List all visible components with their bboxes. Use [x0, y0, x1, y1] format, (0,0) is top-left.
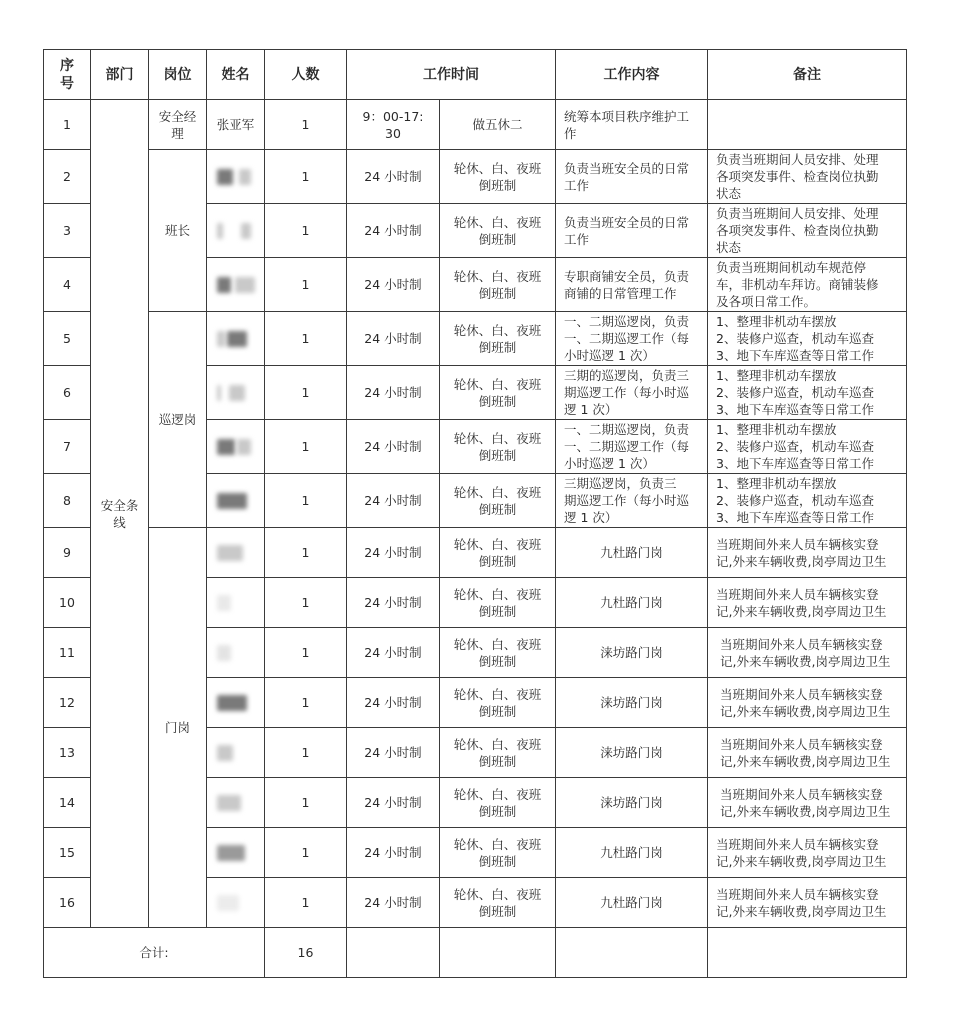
count-cell: 1 — [265, 150, 347, 204]
header-row — [44, 50, 907, 100]
hours-cell: 24 小时制 — [347, 578, 440, 628]
name-cell-redacted — [207, 366, 265, 420]
content-cell: 九杜路门岗 — [556, 828, 708, 878]
post-cell-leader: 班长 — [149, 150, 207, 312]
post-cell-manager: 安全经 理 — [149, 100, 207, 150]
count-cell: 1 — [265, 312, 347, 366]
remark-cell: 1、整理非机动车摆放 2、装修户巡查，机动车巡查 3、地下车库巡查等日常工作 — [708, 312, 907, 366]
header-remark: 备注 — [708, 50, 907, 100]
remark-cell: 1、整理非机动车摆放 2、装修户巡查，机动车巡查 3、地下车库巡查等日常工作 — [708, 366, 907, 420]
seq-cell: 12 — [44, 678, 91, 728]
count-cell: 1 — [265, 628, 347, 678]
hours-cell: 24 小时制 — [347, 778, 440, 828]
count-cell: 1 — [265, 366, 347, 420]
name-cell-redacted — [207, 258, 265, 312]
redaction-blur — [217, 645, 231, 661]
empty-cell — [556, 928, 708, 978]
seq-cell: 2 — [44, 150, 91, 204]
shift-cell: 轮休、白、夜班 倒班制 — [440, 204, 556, 258]
header-post: 岗位 — [149, 50, 207, 100]
content-cell: 一、二期巡逻岗，负责 一、二期巡逻工作（每 小时巡逻 1 次） — [556, 420, 708, 474]
hours-cell: 9：00-17: 30 — [347, 100, 440, 150]
shift-cell: 轮休、白、夜班 倒班制 — [440, 366, 556, 420]
shift-cell: 轮休、白、夜班 倒班制 — [440, 312, 556, 366]
content-cell: 统筹本项目秩序维护工 作 — [556, 100, 708, 150]
header-content: 工作内容 — [556, 50, 708, 100]
redaction-blur — [217, 545, 243, 561]
name-cell-redacted — [207, 578, 265, 628]
table-row — [44, 100, 907, 150]
shift-cell: 轮休、白、夜班 倒班制 — [440, 150, 556, 204]
content-cell: 三期的巡逻岗，负责三 期巡逻工作（每小时巡 逻 1 次） — [556, 366, 708, 420]
redaction-blur — [241, 223, 251, 239]
header-name: 姓名 — [207, 50, 265, 100]
hours-cell: 24 小时制 — [347, 204, 440, 258]
remark-cell: 当班期间外来人员车辆核实登 记,外来车辆收费,岗亭周边卫生 — [708, 528, 907, 578]
seq-cell: 7 — [44, 420, 91, 474]
total-row — [44, 928, 907, 978]
dept-cell: 安全条 线 — [91, 100, 149, 928]
content-cell: 涞坊路门岗 — [556, 628, 708, 678]
count-cell: 1 — [265, 728, 347, 778]
hours-cell: 24 小时制 — [347, 420, 440, 474]
remark-cell: 负责当班期间机动车规范停 车，非机动车拜访。商铺装修 及各项日常工作。 — [708, 258, 907, 312]
redaction-blur — [229, 385, 245, 401]
seq-cell: 5 — [44, 312, 91, 366]
content-cell: 涞坊路门岗 — [556, 678, 708, 728]
redaction-blur — [217, 439, 235, 455]
content-cell: 涞坊路门岗 — [556, 728, 708, 778]
content-cell: 专职商铺安全员，负责 商铺的日常管理工作 — [556, 258, 708, 312]
name-cell-redacted — [207, 778, 265, 828]
name-cell-redacted — [207, 528, 265, 578]
redaction-blur — [217, 745, 233, 761]
shift-cell: 轮休、白、夜班 倒班制 — [440, 878, 556, 928]
remark-cell: 当班期间外来人员车辆核实登 记,外来车辆收费,岗亭周边卫生 — [708, 678, 907, 728]
shift-cell: 做五休二 — [440, 100, 556, 150]
seq-cell: 6 — [44, 366, 91, 420]
seq-cell: 11 — [44, 628, 91, 678]
remark-cell: 当班期间外来人员车辆核实登 记,外来车辆收费,岗亭周边卫生 — [708, 578, 907, 628]
seq-cell: 10 — [44, 578, 91, 628]
hours-cell: 24 小时制 — [347, 878, 440, 928]
content-cell: 九杜路门岗 — [556, 528, 708, 578]
redaction-blur — [217, 895, 239, 911]
staff-table — [43, 49, 907, 978]
redaction-blur — [217, 169, 233, 185]
hours-cell: 24 小时制 — [347, 150, 440, 204]
hours-cell: 24 小时制 — [347, 828, 440, 878]
shift-cell: 轮休、白、夜班 倒班制 — [440, 258, 556, 312]
hours-cell: 24 小时制 — [347, 312, 440, 366]
seq-cell: 1 — [44, 100, 91, 150]
remark-cell: 当班期间外来人员车辆核实登 记,外来车辆收费,岗亭周边卫生 — [708, 628, 907, 678]
seq-cell: 4 — [44, 258, 91, 312]
table-row — [44, 150, 907, 204]
count-cell: 1 — [265, 828, 347, 878]
redaction-blur — [217, 331, 225, 347]
hours-cell: 24 小时制 — [347, 366, 440, 420]
header-seq: 序 号 — [44, 50, 91, 100]
redaction-blur — [235, 277, 255, 293]
hours-cell: 24 小时制 — [347, 728, 440, 778]
name-cell: 张亚军 — [207, 100, 265, 150]
shift-cell: 轮休、白、夜班 倒班制 — [440, 578, 556, 628]
count-cell: 1 — [265, 204, 347, 258]
remark-cell: 负责当班期间人员安排、处理 各项突发事件、检查岗位执勤 状态 — [708, 204, 907, 258]
redaction-blur — [217, 845, 245, 861]
count-cell: 1 — [265, 778, 347, 828]
hours-cell: 24 小时制 — [347, 628, 440, 678]
remark-cell: 当班期间外来人员车辆核实登 记,外来车辆收费,岗亭周边卫生 — [708, 778, 907, 828]
remark-cell: 1、整理非机动车摆放 2、装修户巡查，机动车巡查 3、地下车库巡查等日常工作 — [708, 420, 907, 474]
name-cell-redacted — [207, 420, 265, 474]
header-count: 人数 — [265, 50, 347, 100]
count-cell: 1 — [265, 258, 347, 312]
header-dept: 部门 — [91, 50, 149, 100]
shift-cell: 轮休、白、夜班 倒班制 — [440, 420, 556, 474]
remark-cell: 当班期间外来人员车辆核实登 记,外来车辆收费,岗亭周边卫生 — [708, 728, 907, 778]
header-worktime: 工作时间 — [347, 50, 556, 100]
redaction-blur — [217, 277, 231, 293]
table-row — [44, 528, 907, 578]
name-cell-redacted — [207, 878, 265, 928]
redaction-blur — [239, 169, 251, 185]
remark-cell — [708, 100, 907, 150]
shift-cell: 轮休、白、夜班 倒班制 — [440, 828, 556, 878]
shift-cell: 轮休、白、夜班 倒班制 — [440, 728, 556, 778]
redaction-blur — [217, 223, 223, 239]
redaction-blur — [217, 493, 247, 509]
post-cell-patrol: 巡逻岗 — [149, 312, 207, 528]
content-cell: 负责当班安全员的日常 工作 — [556, 150, 708, 204]
count-cell: 1 — [265, 578, 347, 628]
name-cell-redacted — [207, 204, 265, 258]
hours-cell: 24 小时制 — [347, 474, 440, 528]
content-cell: 九杜路门岗 — [556, 578, 708, 628]
seq-cell: 16 — [44, 878, 91, 928]
empty-cell — [708, 928, 907, 978]
content-cell: 三期巡逻岗，负责三 期巡逻工作（每小时巡 逻 1 次） — [556, 474, 708, 528]
hours-cell: 24 小时制 — [347, 258, 440, 312]
empty-cell — [347, 928, 440, 978]
seq-cell: 13 — [44, 728, 91, 778]
redaction-blur — [217, 795, 241, 811]
shift-cell: 轮休、白、夜班 倒班制 — [440, 528, 556, 578]
seq-cell: 8 — [44, 474, 91, 528]
total-count: 16 — [265, 928, 347, 978]
total-label: 合计: — [44, 928, 265, 978]
content-cell: 负责当班安全员的日常 工作 — [556, 204, 708, 258]
count-cell: 1 — [265, 420, 347, 474]
seq-cell: 14 — [44, 778, 91, 828]
redaction-blur — [227, 331, 247, 347]
hours-cell: 24 小时制 — [347, 678, 440, 728]
redaction-blur — [217, 595, 231, 611]
count-cell: 1 — [265, 474, 347, 528]
post-cell-gate: 门岗 — [149, 528, 207, 928]
name-cell-redacted — [207, 828, 265, 878]
seq-cell: 15 — [44, 828, 91, 878]
remark-cell: 当班期间外来人员车辆核实登 记,外来车辆收费,岗亭周边卫生 — [708, 878, 907, 928]
content-cell: 九杜路门岗 — [556, 878, 708, 928]
content-cell: 涞坊路门岗 — [556, 778, 708, 828]
redaction-blur — [217, 695, 247, 711]
remark-cell: 负责当班期间人员安排、处理 各项突发事件、检查岗位执勤 状态 — [708, 150, 907, 204]
shift-cell: 轮休、白、夜班 倒班制 — [440, 778, 556, 828]
name-cell-redacted — [207, 474, 265, 528]
name-cell-redacted — [207, 728, 265, 778]
name-cell-redacted — [207, 628, 265, 678]
count-cell: 1 — [265, 100, 347, 150]
redaction-blur — [217, 385, 221, 401]
shift-cell: 轮休、白、夜班 倒班制 — [440, 678, 556, 728]
remark-cell: 1、整理非机动车摆放 2、装修户巡查，机动车巡查 3、地下车库巡查等日常工作 — [708, 474, 907, 528]
count-cell: 1 — [265, 878, 347, 928]
count-cell: 1 — [265, 678, 347, 728]
redaction-blur — [237, 439, 251, 455]
name-cell-redacted — [207, 150, 265, 204]
name-cell-redacted — [207, 678, 265, 728]
shift-cell: 轮休、白、夜班 倒班制 — [440, 474, 556, 528]
shift-cell: 轮休、白、夜班 倒班制 — [440, 628, 556, 678]
remark-cell: 当班期间外来人员车辆核实登 记,外来车辆收费,岗亭周边卫生 — [708, 828, 907, 878]
empty-cell — [440, 928, 556, 978]
seq-cell: 3 — [44, 204, 91, 258]
count-cell: 1 — [265, 528, 347, 578]
name-cell-redacted — [207, 312, 265, 366]
content-cell: 一、二期巡逻岗，负责 一、二期巡逻工作（每 小时巡逻 1 次） — [556, 312, 708, 366]
hours-cell: 24 小时制 — [347, 528, 440, 578]
table-row — [44, 312, 907, 366]
seq-cell: 9 — [44, 528, 91, 578]
